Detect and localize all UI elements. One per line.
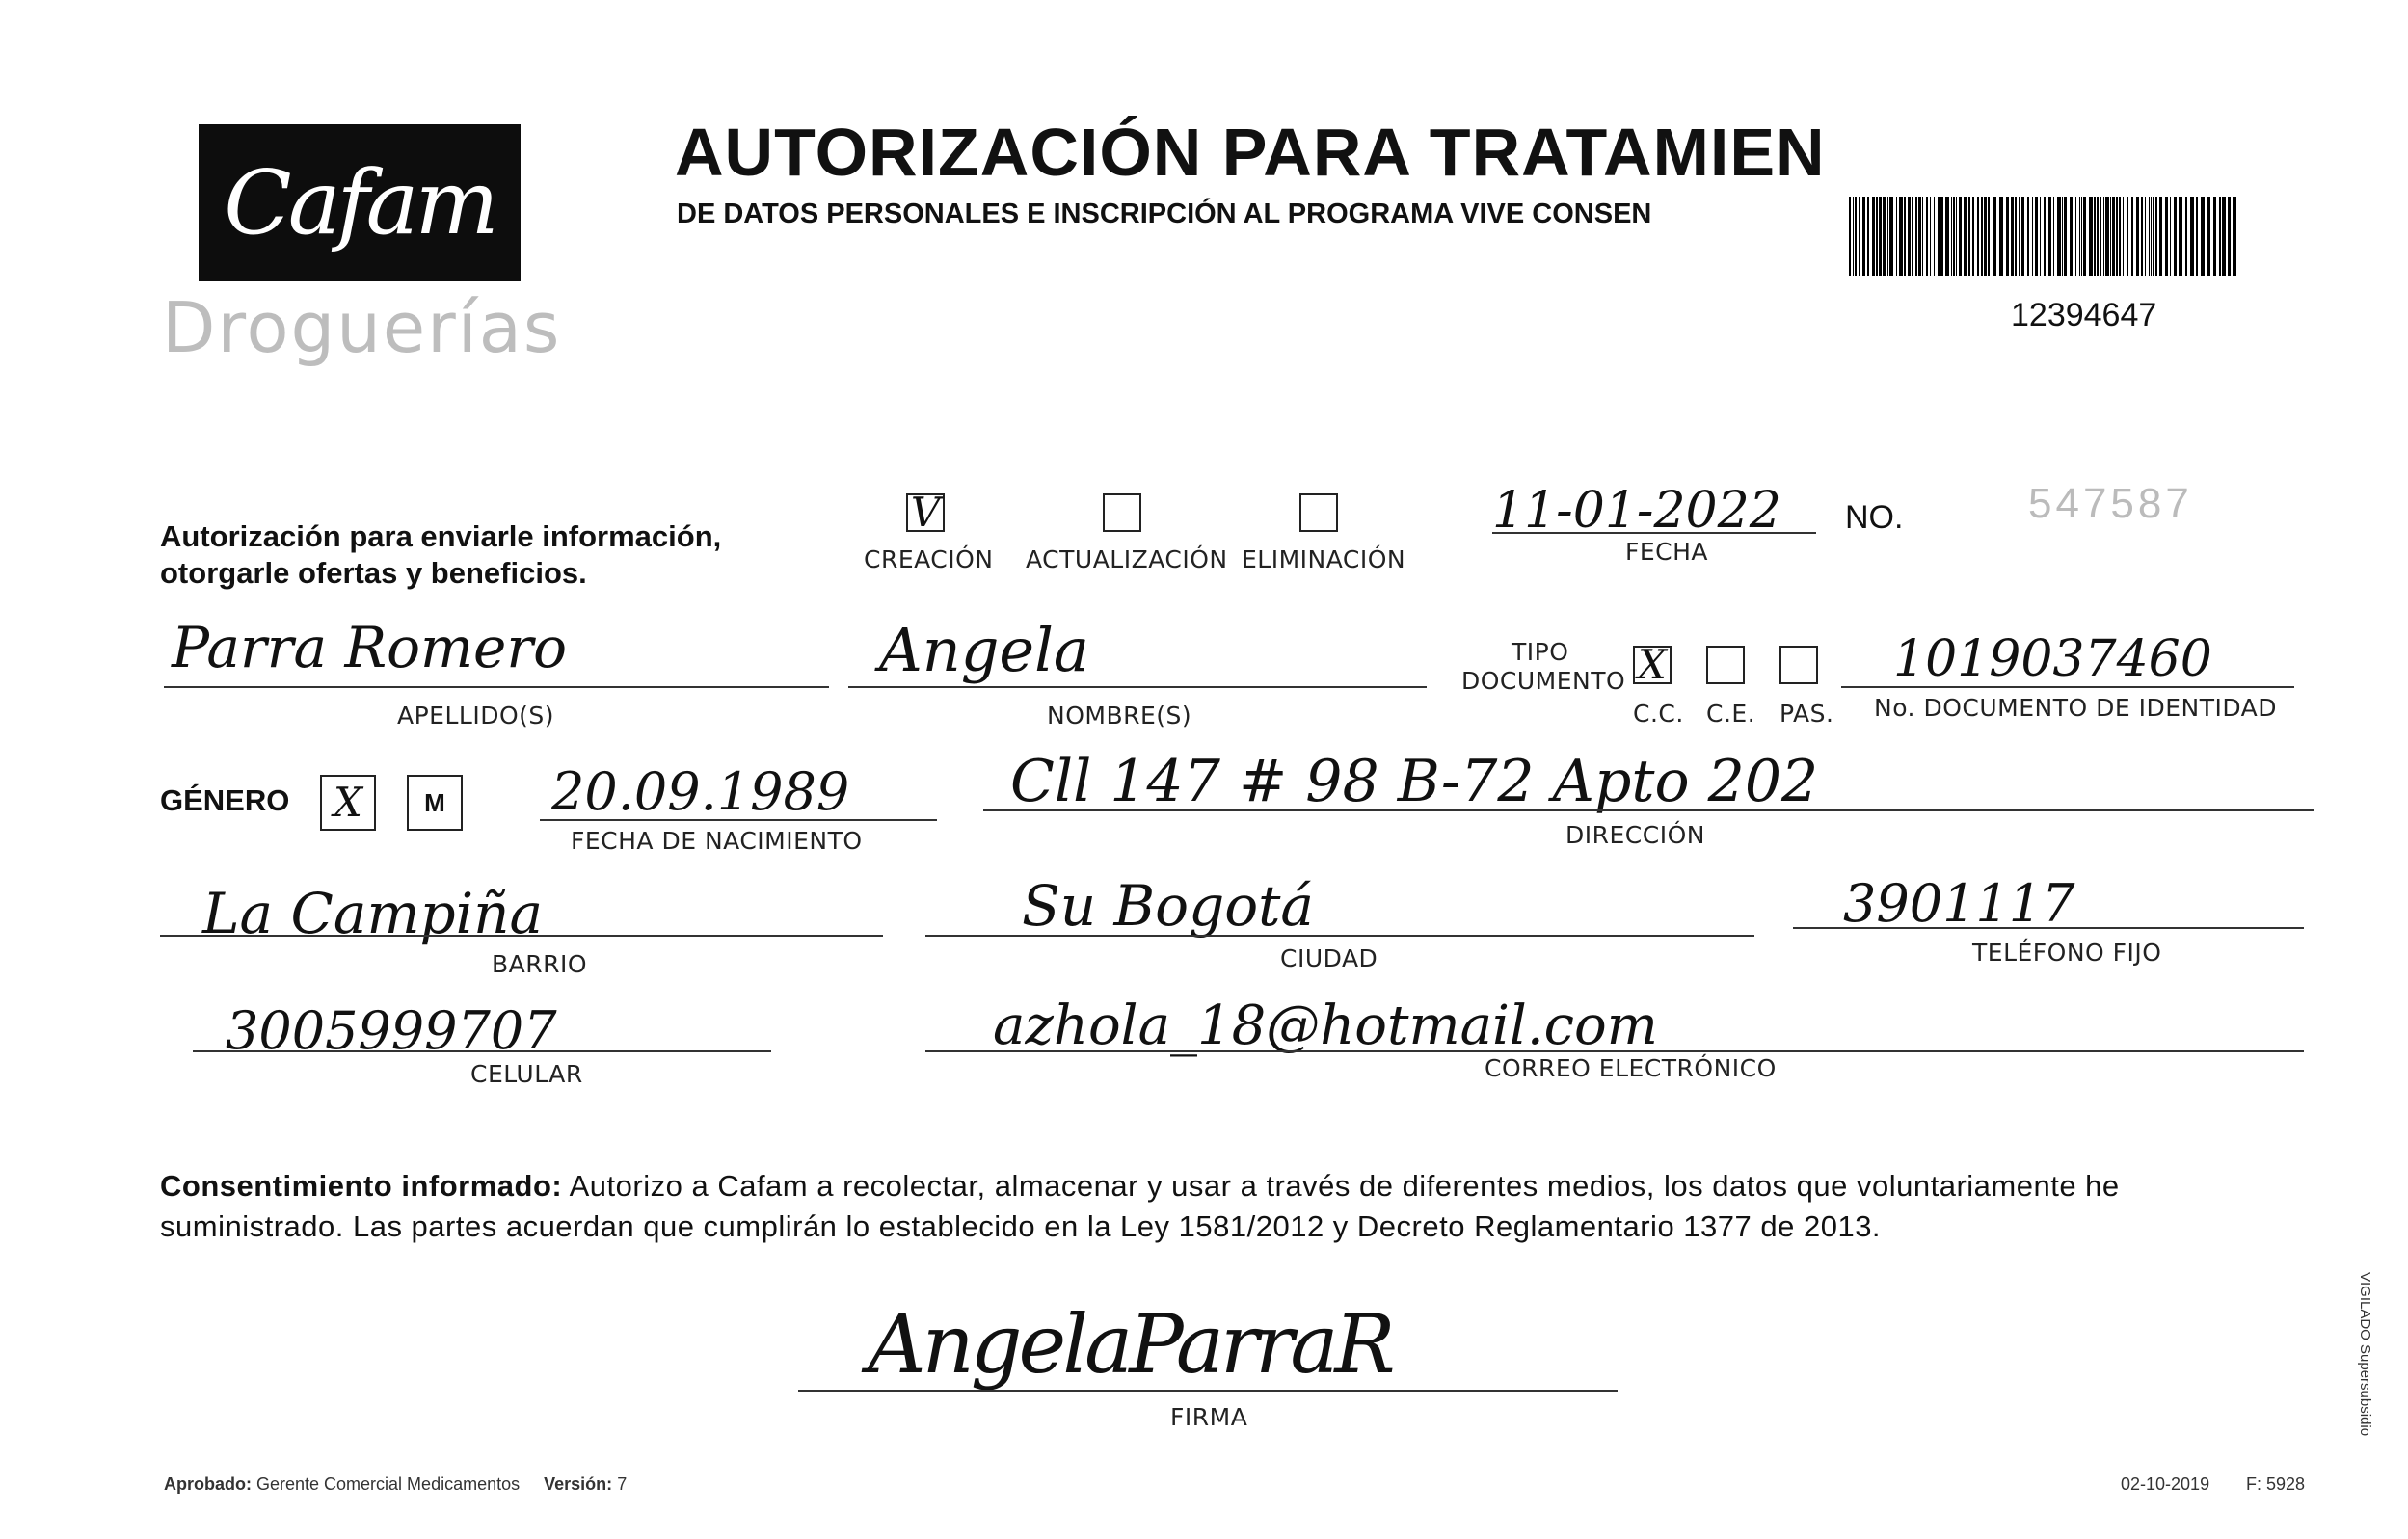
consent-body: Autorizo a Cafam a recolectar, almacenar y usar a través de diferentes medios, los datos que voluntariamente he suministrado. Las partes acuerdan que cumplirán lo establecido en la Ley 1581/2012 y Decreto Reglamentario 1377 de 2013. (160, 1169, 2120, 1243)
date-value: 11-01-2022 (1492, 482, 1781, 540)
creacion-label: CREACIÓN (864, 545, 994, 573)
doc-number-line (1841, 686, 2294, 688)
names-label: NOMBRE(S) (1047, 702, 1192, 730)
signature-label: FIRMA (1170, 1403, 1248, 1431)
checkbox-actualizacion[interactable] (1103, 493, 1141, 532)
side-stamp: VIGILADO Supersubsidio (2357, 1272, 2373, 1437)
mobile-label: CELULAR (470, 1060, 583, 1088)
checkbox-pas[interactable] (1779, 646, 1818, 684)
eliminacion-label: ELIMINACIÓN (1242, 545, 1406, 573)
ce-label: C.E. (1706, 700, 1756, 728)
checkbox-ce[interactable] (1706, 646, 1745, 684)
date-line (1492, 532, 1816, 534)
checkbox-gender-m[interactable]: M (407, 775, 463, 831)
phone-value: 3901117 (1843, 873, 2075, 934)
brand-subtitle: Droguerías (162, 287, 562, 368)
barcode-number: 12394647 (2011, 297, 2157, 333)
form-subtitle: DE DATOS PERSONALES E INSCRIPCIÓN AL PROGRAMA VIVE CONSEN (677, 199, 1652, 229)
birth-date-line (540, 819, 937, 821)
approved-info: Aprobado: Gerente Comercial Medicamentos Versión: 7 (164, 1474, 628, 1494)
logo-text: Cafam (224, 151, 495, 254)
doc-type-label-2: DOCUMENTO (1461, 667, 1626, 695)
mobile-line (193, 1050, 771, 1052)
no-label: NO. (1845, 499, 1904, 536)
address-line (983, 809, 2314, 811)
pas-label: PAS. (1779, 700, 1834, 728)
address-label: DIRECCIÓN (1565, 821, 1705, 849)
mobile-value: 3005999707 (226, 1000, 557, 1061)
email-line (925, 1050, 2304, 1052)
checkbox-creacion[interactable]: V (906, 493, 945, 532)
city-line (925, 935, 1754, 937)
phone-label: TELÉFONO FIJO (1972, 939, 2162, 967)
checkbox-cc[interactable]: X (1633, 646, 1672, 684)
doc-number-label: No. DOCUMENTO DE IDENTIDAD (1874, 694, 2278, 722)
barcode-image (1849, 197, 2236, 276)
form-title: AUTORIZACIÓN PARA TRATAMIEN (675, 115, 1826, 190)
date-label: FECHA (1625, 538, 1709, 566)
barrio-value: La Campiña (202, 881, 544, 946)
checkbox-eliminacion[interactable] (1299, 493, 1338, 532)
cafam-logo (199, 124, 521, 281)
city-value: Su Bogotá (1022, 873, 1314, 939)
address-value: Cll 147 # 98 B-72 Apto 202 (1010, 748, 1819, 815)
form-number: 547587 (2028, 480, 2193, 527)
email-label: CORREO ELECTRÓNICO (1485, 1054, 1777, 1082)
cc-label: C.C. (1633, 700, 1684, 728)
birth-date-label: FECHA DE NACIMIENTO (571, 827, 863, 855)
names-line (848, 686, 1427, 688)
consent-heading: Consentimiento informado: (160, 1169, 563, 1203)
surnames-line (164, 686, 829, 688)
barrio-label: BARRIO (492, 950, 588, 978)
birth-date-value: 20.09.1989 (551, 761, 850, 822)
surnames-label: APELLIDO(S) (397, 702, 555, 730)
signature-line (798, 1390, 1618, 1392)
barrio-line (160, 935, 883, 937)
gender-label: GÉNERO (160, 783, 290, 817)
phone-line (1793, 927, 2304, 929)
checkbox-gender-f[interactable]: X (320, 775, 376, 831)
authorization-label: Autorización para enviarle información, otorgarle ofertas y beneficios. (160, 519, 722, 590)
surnames-value: Parra Romero (172, 615, 568, 680)
signature: AngelaParraR (868, 1297, 1392, 1392)
doc-type-label-1: TIPO (1512, 638, 1569, 666)
names-value: Angela (879, 615, 1089, 685)
form-date: 02-10-2019 (2121, 1474, 2210, 1494)
consent-text (160, 1166, 2300, 1247)
city-label: CIUDAD (1280, 944, 1378, 972)
doc-number-value: 1019037460 (1893, 630, 2212, 688)
actualizacion-label: ACTUALIZACIÓN (1026, 545, 1228, 573)
form-code: F: 5928 (2246, 1474, 2306, 1494)
email-value: azhola_18@hotmail.com (993, 995, 1658, 1057)
